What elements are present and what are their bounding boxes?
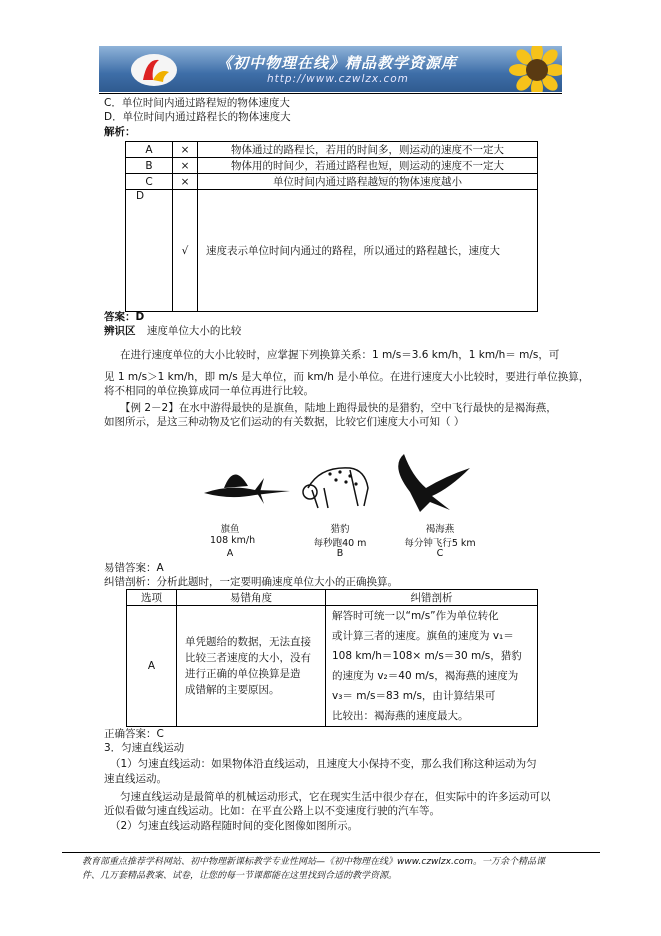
paragraph-line: 在进行速度单位的大小比较时，应掌握下列换算关系：1 m/s＝3.6 km/h，1 km/h＝ m/s，可 xyxy=(120,349,560,361)
correction-table xyxy=(126,589,538,727)
section-heading: 3．匀速直线运动 xyxy=(104,742,185,754)
site-logo-icon xyxy=(129,52,179,88)
sailfish-icon xyxy=(204,474,290,504)
explanation-cell: 单位时间内通过路程越短的物体速度越小 xyxy=(198,174,538,190)
table-row xyxy=(126,174,538,190)
paragraph-line: 速直线运动。 xyxy=(104,773,167,785)
sunflower-icon xyxy=(509,46,562,92)
table-row xyxy=(126,190,538,312)
angle-line: 比较三者速度的大小，没有 xyxy=(185,652,311,664)
footer-divider xyxy=(62,852,600,853)
analysis-table xyxy=(125,141,538,312)
bianxi-label: 辨识区 xyxy=(104,325,136,337)
option-cell: A xyxy=(127,606,177,727)
paragraph-line: （1）匀速直线运动：如果物体沿直线运动，且速度大小保持不变，那么我们称这种运动为匀 xyxy=(110,758,537,770)
paragraph-line: 将不相同的单位换算成同一单位再进行比较。 xyxy=(104,385,314,397)
animal-letter: C xyxy=(436,548,444,559)
bianxi-heading xyxy=(104,324,241,338)
header-banner xyxy=(99,46,562,92)
analysis-line: 108 km/h＝108× m/s＝30 m/s，猎豹 xyxy=(332,650,522,662)
animal-data: 每分钟飞行5 km xyxy=(404,538,476,549)
analysis-label: 解析： xyxy=(104,126,136,138)
option-cell: B xyxy=(126,158,173,174)
analysis-line: 的速度为 v₂＝40 m/s，褐海燕的速度为 xyxy=(332,670,519,682)
table-row xyxy=(127,606,538,727)
option-cell: C xyxy=(126,174,173,190)
angle-line: 进行正确的单位换算是造 xyxy=(185,668,301,680)
analysis-cell xyxy=(326,606,538,727)
paragraph-line: 近似看做匀速直线运动。比如：在平直公路上以不变速度行驶的汽车等。 xyxy=(104,805,440,817)
footer-line: 教育部重点推荐学科网站、初中物理新课标教学专业性网站—《初中物理在线》www.czwlzx.com。一万余个精品课 xyxy=(82,857,546,867)
example-line: 如图所示，是这三种动物及它们运动的有关数据，比较它们速度大小可知（ ） xyxy=(104,416,465,428)
table-row xyxy=(126,158,538,174)
paragraph-line: （2）匀速直线运动路程随时间的变化图像如图所示。 xyxy=(110,820,359,832)
banner-title: 《初中物理在线》精品教学资源库 xyxy=(217,54,458,72)
answer-2: 正确答案：C xyxy=(104,728,164,740)
mark-cell: × xyxy=(173,142,198,158)
animal-name: 旗鱼 xyxy=(220,524,240,535)
animal-data: 每秒跑40 m xyxy=(313,538,367,549)
analysis-line: 或计算三者的速度。旗鱼的速度为 v₁＝ xyxy=(332,630,514,642)
column-header: 易错角度 xyxy=(177,590,326,606)
animal-name: 猎豹 xyxy=(330,524,350,535)
option-cell: D xyxy=(126,190,173,312)
option-cell: A xyxy=(126,142,173,158)
option-d: D．单位时间内通过路程长的物体速度大 xyxy=(104,111,291,123)
mark-cell: × xyxy=(173,158,198,174)
footer-line: 件、几万套精品教案、试卷，让您的每一节课都能在这里找到合适的教学资源。 xyxy=(82,871,398,881)
table-row xyxy=(126,142,538,158)
analysis-line: 解答时可统一以“m/s”作为单位转化 xyxy=(332,610,499,622)
bianxi-title: 速度单位大小的比较 xyxy=(146,325,242,337)
mark-cell: × xyxy=(173,174,198,190)
banner-url: http://www.czwlzx.com xyxy=(267,73,409,85)
explanation-cell: 物体用的时间少，若通过路程也短，则运动的速度不一定大 xyxy=(198,158,538,174)
option-c: C．单位时间内通过路程短的物体速度大 xyxy=(104,97,290,109)
animal-data: 108 km/h xyxy=(210,535,256,546)
header-divider xyxy=(99,93,562,94)
angle-line: 成错解的主要原因。 xyxy=(185,684,280,696)
swallow-icon xyxy=(398,454,470,512)
animals-figure xyxy=(200,448,480,528)
correction-intro: 纠错剖析：分析此题时，一定要明确速度单位大小的正确换算。 xyxy=(104,576,398,588)
example-line: 【例 2－2】在水中游得最快的是旗鱼，陆地上跑得最快的是猎豹，空中飞行最快的是褐海燕， xyxy=(120,402,557,414)
column-header: 选项 xyxy=(127,590,177,606)
mark-cell: √ xyxy=(173,190,198,312)
animal-letter: B xyxy=(336,548,344,559)
analysis-line: v₃＝ m/s＝83 m/s，由计算结果可 xyxy=(332,690,496,702)
animal-name: 褐海燕 xyxy=(425,524,455,535)
wrong-answer: 易错答案：A xyxy=(104,562,164,574)
explanation-cell: 速度表示单位时间内通过的路程，所以通过的路程越长，速度大 xyxy=(198,190,538,312)
angle-line: 单凭题给的数据，无法直接 xyxy=(185,636,311,648)
analysis-line: 比较出：褐海燕的速度最大。 xyxy=(332,710,469,722)
paragraph-line: 见 1 m/s＞1 km/h，即 m/s 是大单位，而 km/h 是小单位。在进行速度大小比较时，要进行单位换算， xyxy=(104,371,590,383)
answer-1: 答案：D xyxy=(104,311,145,323)
table-header-row xyxy=(127,590,538,606)
animal-letter: A xyxy=(226,548,234,559)
column-header: 纠错剖析 xyxy=(326,590,538,606)
explanation-cell: 物体通过的路程长，若用的时间多，则运动的速度不一定大 xyxy=(198,142,538,158)
cheetah-icon xyxy=(303,468,368,508)
angle-cell xyxy=(177,606,326,727)
paragraph-line: 匀速直线运动是最简单的机械运动形式，它在现实生活中很少存在，但实际中的许多运动可以 xyxy=(120,791,551,803)
